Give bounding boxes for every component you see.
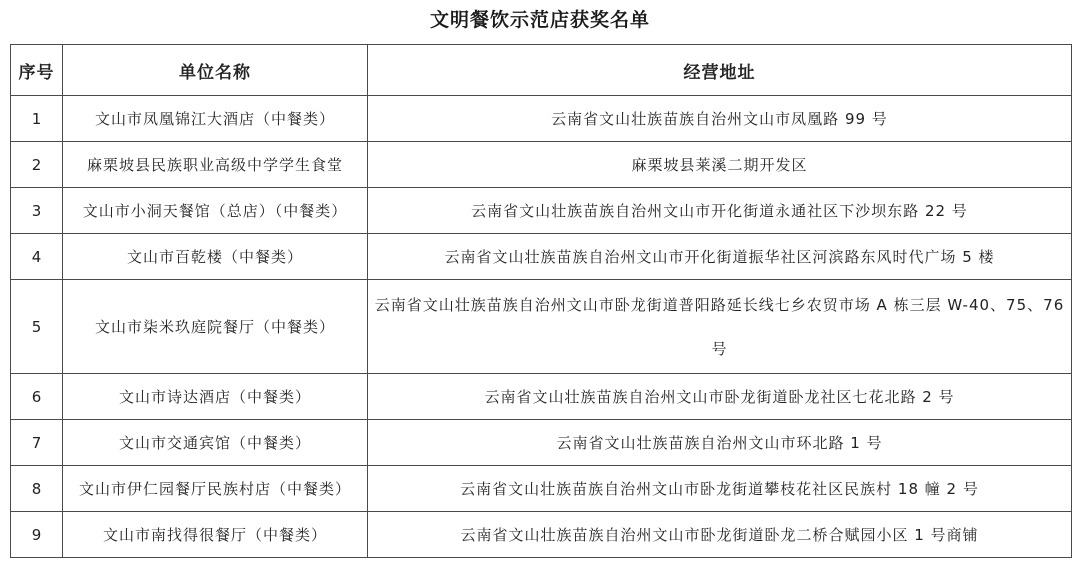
- table-row: [11, 512, 1072, 558]
- table-row: [11, 96, 1072, 142]
- table-row: [11, 234, 1072, 280]
- row-unit-name: 麻栗坡县民族职业高级中学学生食堂: [63, 142, 368, 188]
- header-unit-name: 单位名称: [63, 45, 368, 96]
- row-unit-name: 文山市小洞天餐馆（总店）（中餐类）: [63, 188, 368, 234]
- table-row: [11, 466, 1072, 512]
- row-address: 麻栗坡县莱溪二期开发区: [368, 142, 1072, 188]
- row-unit-name: 文山市诗达酒店（中餐类）: [63, 374, 368, 420]
- row-address: 云南省文山壮族苗族自治州文山市凤凰路 99 号: [368, 96, 1072, 142]
- header-number: 序号: [11, 45, 63, 96]
- row-address: 云南省文山壮族苗族自治州文山市卧龙街道普阳路延长线七乡农贸市场 A 栋三层 W-40、75、76 号: [368, 280, 1072, 374]
- header-address: 经营地址: [368, 45, 1072, 96]
- row-unit-name: 文山市南找得很餐厅（中餐类）: [63, 512, 368, 558]
- row-address: 云南省文山壮族苗族自治州文山市卧龙街道攀枝花社区民族村 18 幢 2 号: [368, 466, 1072, 512]
- row-number: 5: [11, 280, 63, 374]
- table-row: [11, 374, 1072, 420]
- row-number: 6: [11, 374, 63, 420]
- table-header-row: [11, 45, 1072, 96]
- row-number: 2: [11, 142, 63, 188]
- row-address: 云南省文山壮族苗族自治州文山市开化街道振华社区河滨路东风时代广场 5 楼: [368, 234, 1072, 280]
- row-unit-name: 文山市伊仁园餐厅民族村店（中餐类）: [63, 466, 368, 512]
- row-unit-name: 文山市百乾楼（中餐类）: [63, 234, 368, 280]
- row-unit-name: 文山市柒米玖庭院餐厅（中餐类）: [63, 280, 368, 374]
- row-number: 7: [11, 420, 63, 466]
- row-number: 4: [11, 234, 63, 280]
- row-address: 云南省文山壮族苗族自治州文山市卧龙街道卧龙二桥合赋园小区 1 号商铺: [368, 512, 1072, 558]
- award-list-table: [10, 44, 1072, 558]
- row-number: 9: [11, 512, 63, 558]
- row-number: 8: [11, 466, 63, 512]
- row-number: 1: [11, 96, 63, 142]
- row-number: 3: [11, 188, 63, 234]
- row-address: 云南省文山壮族苗族自治州文山市开化街道永通社区下沙坝东路 22 号: [368, 188, 1072, 234]
- document-title: 文明餐饮示范店获奖名单: [429, 9, 650, 31]
- row-unit-name: 文山市交通宾馆（中餐类）: [63, 420, 368, 466]
- table-row: [11, 188, 1072, 234]
- row-unit-name: 文山市凤凰锦江大酒店（中餐类）: [63, 96, 368, 142]
- table-row: [11, 142, 1072, 188]
- table-row: [11, 420, 1072, 466]
- row-address: 云南省文山壮族苗族自治州文山市环北路 1 号: [368, 420, 1072, 466]
- row-address: 云南省文山壮族苗族自治州文山市卧龙街道卧龙社区七花北路 2 号: [368, 374, 1072, 420]
- table-row: [11, 280, 1072, 374]
